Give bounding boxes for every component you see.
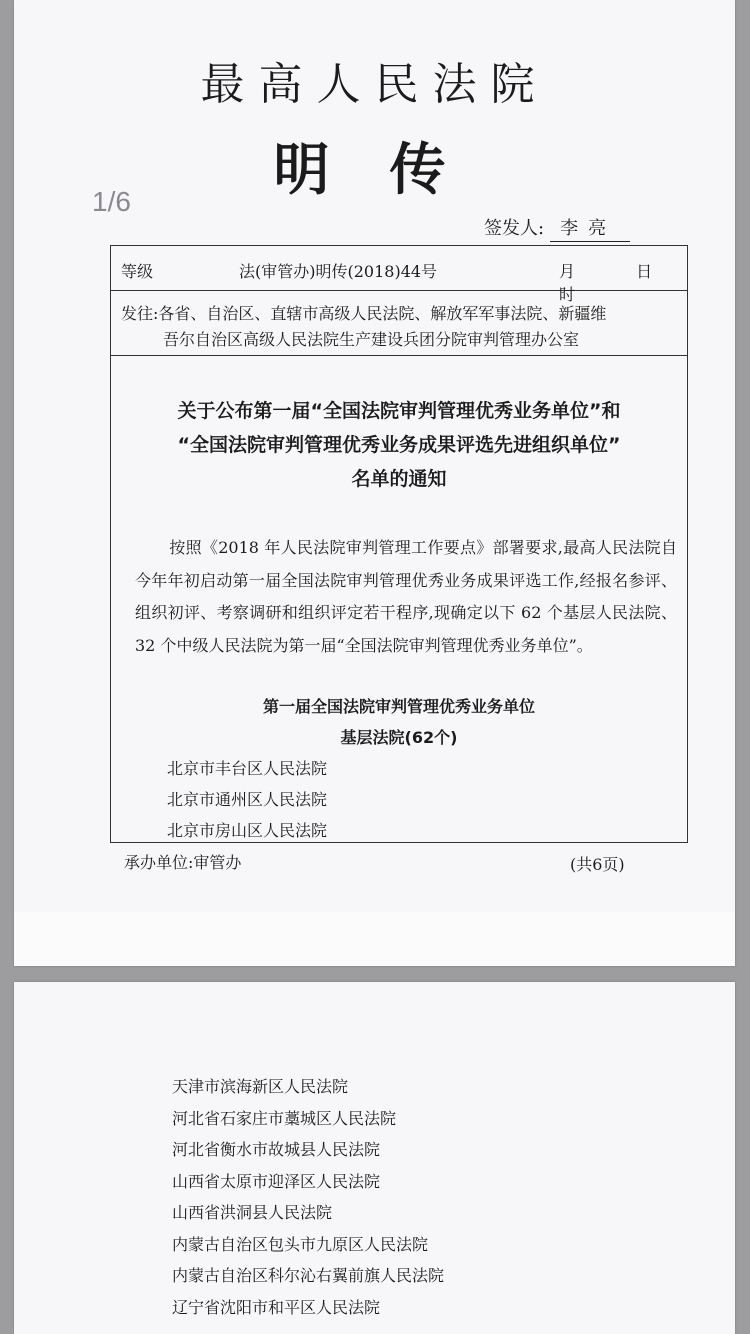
list-item: 山西省太原市迎泽区人民法院 <box>172 1171 381 1191</box>
notice-body-text: 按照《2018 年人民法院审判管理工作要点》部署要求,最高人民法院自今年年初启动第一届全国法院审判管理优秀业务成果评选工作,经报名参评、组织初评、考察调研和组织评定若干程序,现确定以下 62 个基层人民法院、32 个中级人民法院为第一届“全国法院审判管理优秀业务单位”。 <box>135 538 677 655</box>
undertaker-label: 承办单位:审管办 <box>124 853 242 872</box>
total-pages-label: (共6页) <box>570 855 625 874</box>
list-item: 山西省洪洞县人民法院 <box>172 1203 333 1222</box>
notice-title-line-3: 名单的通知 <box>351 468 447 490</box>
date-label: 月 日 时 <box>559 262 681 304</box>
list-item: 河北省石家庄市藁城区人民法院 <box>172 1108 397 1128</box>
list-item: 辽宁省沈阳市和平区人民法院 <box>172 1297 381 1317</box>
list-item: 内蒙古自治区包头市九原区人民法院 <box>172 1234 429 1254</box>
recipients-line-2: 吾尔自治区高级人民法院生产建设兵团分院审判管理办公室 <box>163 330 580 349</box>
court-name-heading: 最高人民法院 <box>200 59 549 110</box>
list-item: 北京市房山区人民法院 <box>167 821 328 840</box>
page-bottom-margin <box>14 912 735 966</box>
list-item: 北京市通州区人民法院 <box>167 790 328 809</box>
notice-body <box>135 532 677 662</box>
issuer-label: 签发人: <box>484 218 545 239</box>
page-indicator: 1/6 <box>92 186 131 217</box>
list-item: 北京市丰台区人民法院 <box>167 759 328 778</box>
issuer-name: 李亮 <box>550 214 630 242</box>
list-item: 内蒙古自治区科尔沁右翼前旗人民法院 <box>172 1266 445 1285</box>
notice-title <box>111 394 687 496</box>
document-page-1 <box>14 0 735 966</box>
list-item: 天津市滨海新区人民法院 <box>172 1077 349 1096</box>
notice-title-line-2: “全国法院审判管理优秀业务成果评选先进组织单位” <box>177 434 621 456</box>
court-list-page-1 <box>167 753 327 846</box>
section-subtitle: 基层法院(62个) <box>340 728 458 747</box>
issuer-line <box>484 214 630 242</box>
recipients-line-1: 发往:各省、自治区、直辖市高级人民法院、解放军军事法院、新疆维 <box>121 304 607 323</box>
court-list-page-2 <box>172 1071 444 1323</box>
header-row <box>111 246 687 304</box>
grade-label: 等级 <box>121 262 154 281</box>
document-page-2 <box>14 982 735 1334</box>
notice-title-line-1: 关于公布第一届“全国法院审判管理优秀业务单位”和 <box>177 400 621 422</box>
document-frame <box>110 245 688 843</box>
list-item: 河北省衡水市故城县人民法院 <box>172 1140 381 1159</box>
document-number: 法(审管办)明传(2018)44号 <box>239 262 438 281</box>
document-type-heading: 明传 <box>273 137 506 203</box>
section-title: 第一届全国法院审判管理优秀业务单位 <box>262 697 535 716</box>
recipients-row <box>111 290 687 356</box>
